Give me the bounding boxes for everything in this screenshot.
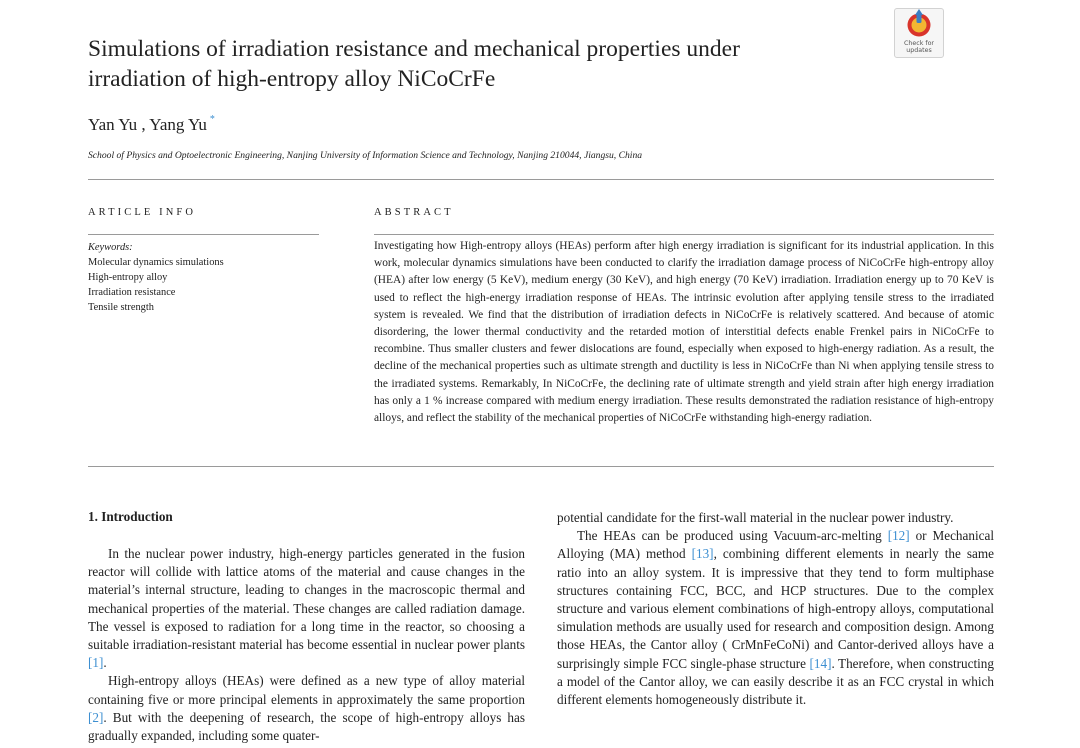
paragraph: The HEAs can be produced using Vacuum-arc-melting [12] or Mechanical Alloying (MA) method [13], combining different elements in nearly the same ratio into an alloy system. It is impressive that they tend to form multiphase structures containing FCC, BCC, and HCP structures. Due to the complex structure and various element combinations of high-entropy alloys, computational simulation methods are usually used for research and composition design. Among those HEAs, the Cantor alloy ( CrMnFeCoNi) and Cantor-derived alloys have a surprisingly simple FCC single-phase structure [14]. Therefore, when constructing a model of the Cantor alloy, we can easily describe it as an FCC crystal in which different elements homogeneously distribute it. bbox=[557, 528, 994, 708]
body-column-left bbox=[88, 545, 525, 745]
author-name[interactable]: Yan Yu bbox=[88, 115, 138, 134]
citation-link[interactable]: [12] bbox=[887, 528, 910, 544]
keywords-label: Keywords: bbox=[88, 242, 133, 253]
author-name[interactable]: Yang Yu bbox=[149, 115, 207, 134]
abstract-divider bbox=[374, 234, 994, 235]
keyword-item: High-entropy alloy bbox=[88, 272, 168, 283]
paper-title bbox=[88, 34, 878, 94]
keywords-block bbox=[88, 240, 323, 315]
abstract-bottom-divider bbox=[88, 466, 994, 467]
article-info-divider bbox=[88, 234, 319, 235]
citation-link[interactable]: [13] bbox=[691, 546, 714, 562]
author-line bbox=[88, 114, 215, 135]
citation-link[interactable]: [2] bbox=[88, 709, 104, 725]
abstract-heading: ABSTRACT bbox=[374, 207, 454, 218]
citation-link[interactable]: [1] bbox=[88, 655, 104, 671]
introduction-heading: 1. Introduction bbox=[88, 509, 173, 524]
affiliation: School of Physics and Optoelectronic Engineering, Nanjing University of Information Science and Technology, Nanjing 210044, Jiangsu, China bbox=[88, 150, 643, 161]
badge-label: Check for updates bbox=[903, 40, 935, 54]
keyword-item: Tensile strength bbox=[88, 302, 154, 313]
citation-link[interactable]: [14] bbox=[809, 655, 832, 671]
update-ribbon-icon bbox=[895, 9, 943, 41]
title-line-1: Simulations of irradiation resistance and mechanical properties under bbox=[88, 36, 740, 62]
paragraph: In the nuclear power industry, high-energy particles generated in the fusion reactor will collide with lattice atoms of the material and cause changes in the material’s internal structure, leading to changes in the macroscopic thermal and mechanical properties of the material. These changes are called radiation damage. The vessel is exposed to radiation for a long time in the reactor, so choosing a suitable irradiation-resistant material has become essential in nuclear power plants [1]. bbox=[88, 546, 525, 671]
header-divider bbox=[88, 179, 994, 180]
article-info-heading: ARTICLE INFO bbox=[88, 207, 197, 218]
paragraph: High-entropy alloys (HEAs) were defined as a new type of alloy material containing five or more principal elements in approximately the same proportion [2]. But with the deepening of research, the scope of high-entropy alloys has gradually expanded, including some quater- bbox=[88, 673, 525, 744]
keyword-item: Molecular dynamics simulations bbox=[88, 257, 224, 268]
author-separator: , bbox=[137, 115, 150, 134]
body-column-right bbox=[557, 509, 994, 709]
title-line-2: irradiation of high-entropy alloy NiCoCrFe bbox=[88, 66, 496, 92]
corresponding-author-marker[interactable]: * bbox=[209, 114, 215, 125]
keyword-item: Irradiation resistance bbox=[88, 287, 176, 298]
abstract-text: Investigating how High-entropy alloys (HEAs) perform after high energy irradiation is significant for its industrial application. In this work, molecular dynamics simulations have been conducted to clarify the irradiation damage process of NiCoCrFe high-entropy alloy (HEA) after low energy (5 KeV), medium energy (30 KeV), and high energy (70 KeV) irradiation. Irradiation energy up to 70 KeV is used to reflect the high-energy irradiation response of HEAs. The intrinsic evolution after applying tensile stress to the irradiated system is revealed. We find that the distribution of irradiation defects in NiCoCrFe is relatively scattered. And because of atomic disordering, the lower thermal conductivity and the retarded motion of interstitial defects enable Frenkel pairs in NiCoCrFe to recombine. Thus smaller clusters and fewer dislocations are found, especially when exposed to high-energy radiation. As a result, the decline of the mechanical properties such as ultimate strength and ductility is less in NiCoCrFe than Ni when applying tensile stress to the irradiated systems. Remarkably, In NiCoCrFe, the declining rate of ultimate strength and yield strain after high energy irradiation has only a 1 % increase compared with medium energy irradiation. These results demonstrated the radiation resistance of high-entropy alloys, and reflect the stability of the mechanical properties of NiCoCrFe withstanding high-energy radiation. bbox=[374, 240, 994, 425]
paragraph: potential candidate for the first-wall material in the nuclear power industry. bbox=[557, 510, 954, 525]
check-for-updates-badge[interactable] bbox=[894, 8, 944, 58]
